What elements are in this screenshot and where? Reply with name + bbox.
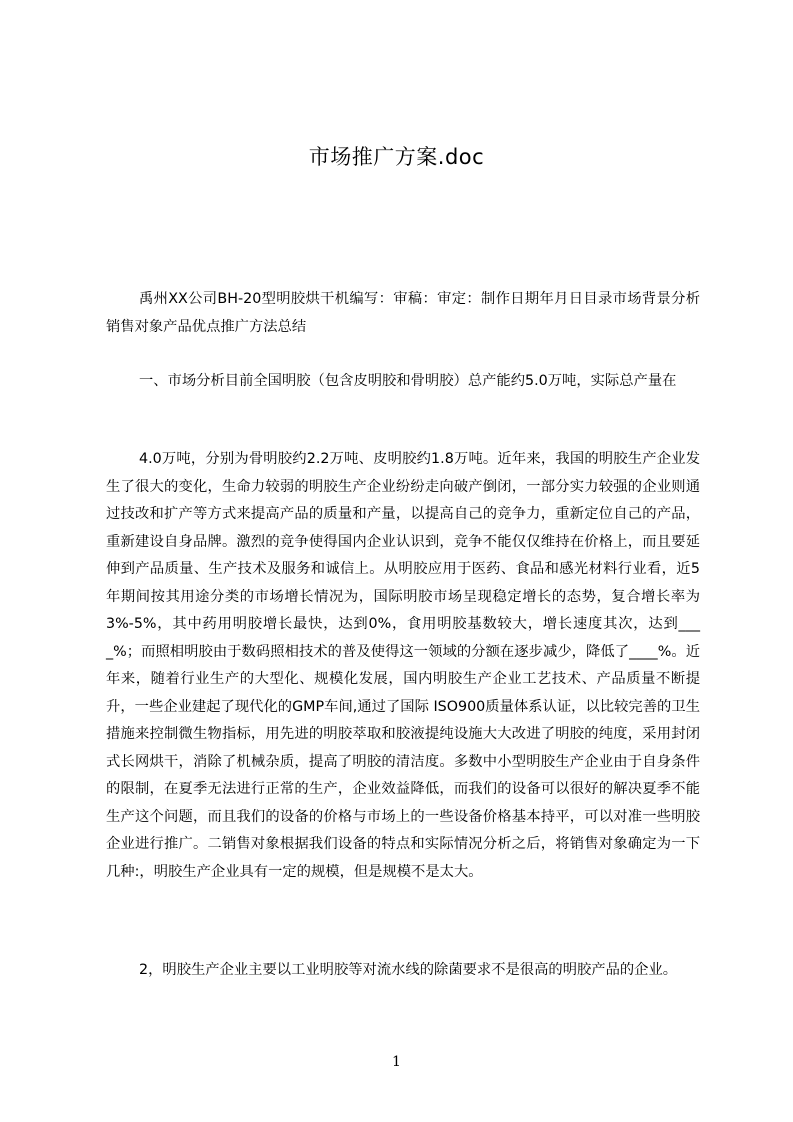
document-title: 市场推广方案.doc [308,145,485,169]
paragraph-market-analysis-intro: 一、市场分析目前全国明胶（包含皮明胶和骨明胶）总产能约5.0万吨，实际总产量在 [139,373,677,389]
paragraph-sales-target-2: 2，明胶生产企业主要以工业明胶等对流水线的除菌要求不是很高的明胶产品的企业。 [139,962,678,978]
page-number: 1 [392,1054,401,1070]
paragraph-header-info: 禹州XX公司BH-20型明胶烘干机编写：审稿：审定：制作日期年月日目录市场背景分析销售对象产品优点推广方法总结 [106,291,700,335]
paragraph-market-analysis-body: 4.0万吨，分别为骨明胶约2.2万吨、皮明胶约1.8万吨。近年来，我国的明胶生产企业发生了很大的变化，生命力较弱的明胶生产企业纷纷走向破产倒闭，一部分实力较强的企业则通过技改和扩产等方式来提高产品的质量和产量，以提高自己的竞争力，重新定位自己的产品，重新建设自身品牌。激烈的竞争使得国内企业认识到，竞争不能仅仅维持在价格上，而且要延伸到产品质量、生产技术及服务和诚信上。从明胶应用于医药、食品和感光材料行业看，近5年期间按其用途分类的市场增长情况为，国际明胶市场呈现稳定增长的态势，复合增长率为3%-5%，其中药用明胶增长最快，达到0%，食用明胶基数较大，增长速度其次，达到____%；而照相明胶由于数码照相技术的普及使得这一领域的分额在逐步减少，降低了____%。近年来，随着行业生产的大型化、规模化发展，国内明胶生产企业工艺技术、产品质量不断提升，一些企业建起了现代化的GMP车间,通过了国际 ISO900质量体系认证，以比较完善的卫生措施来控制微生物指标，用先进的明胶萃取和胶液提纯设施大大改进了明胶的纯度，采用封闭式长网烘干，消除了机械杂质，提高了明胶的清洁度。多数中小型明胶生产企业由于自身条件的限制，在夏季无法进行正常的生产，企业效益降低，而我们的设备可以很好的解决夏季不能生产这个问题，而且我们的设备的价格与市场上的一些设备价格基本持平，可以对准一些明胶企业进行推广。二销售对象根据我们设备的特点和实际情况分析之后，将销售对象确定为一下几种:，明胶生产企业具有一定的规模，但是规模不是太大。 [106,451,700,880]
